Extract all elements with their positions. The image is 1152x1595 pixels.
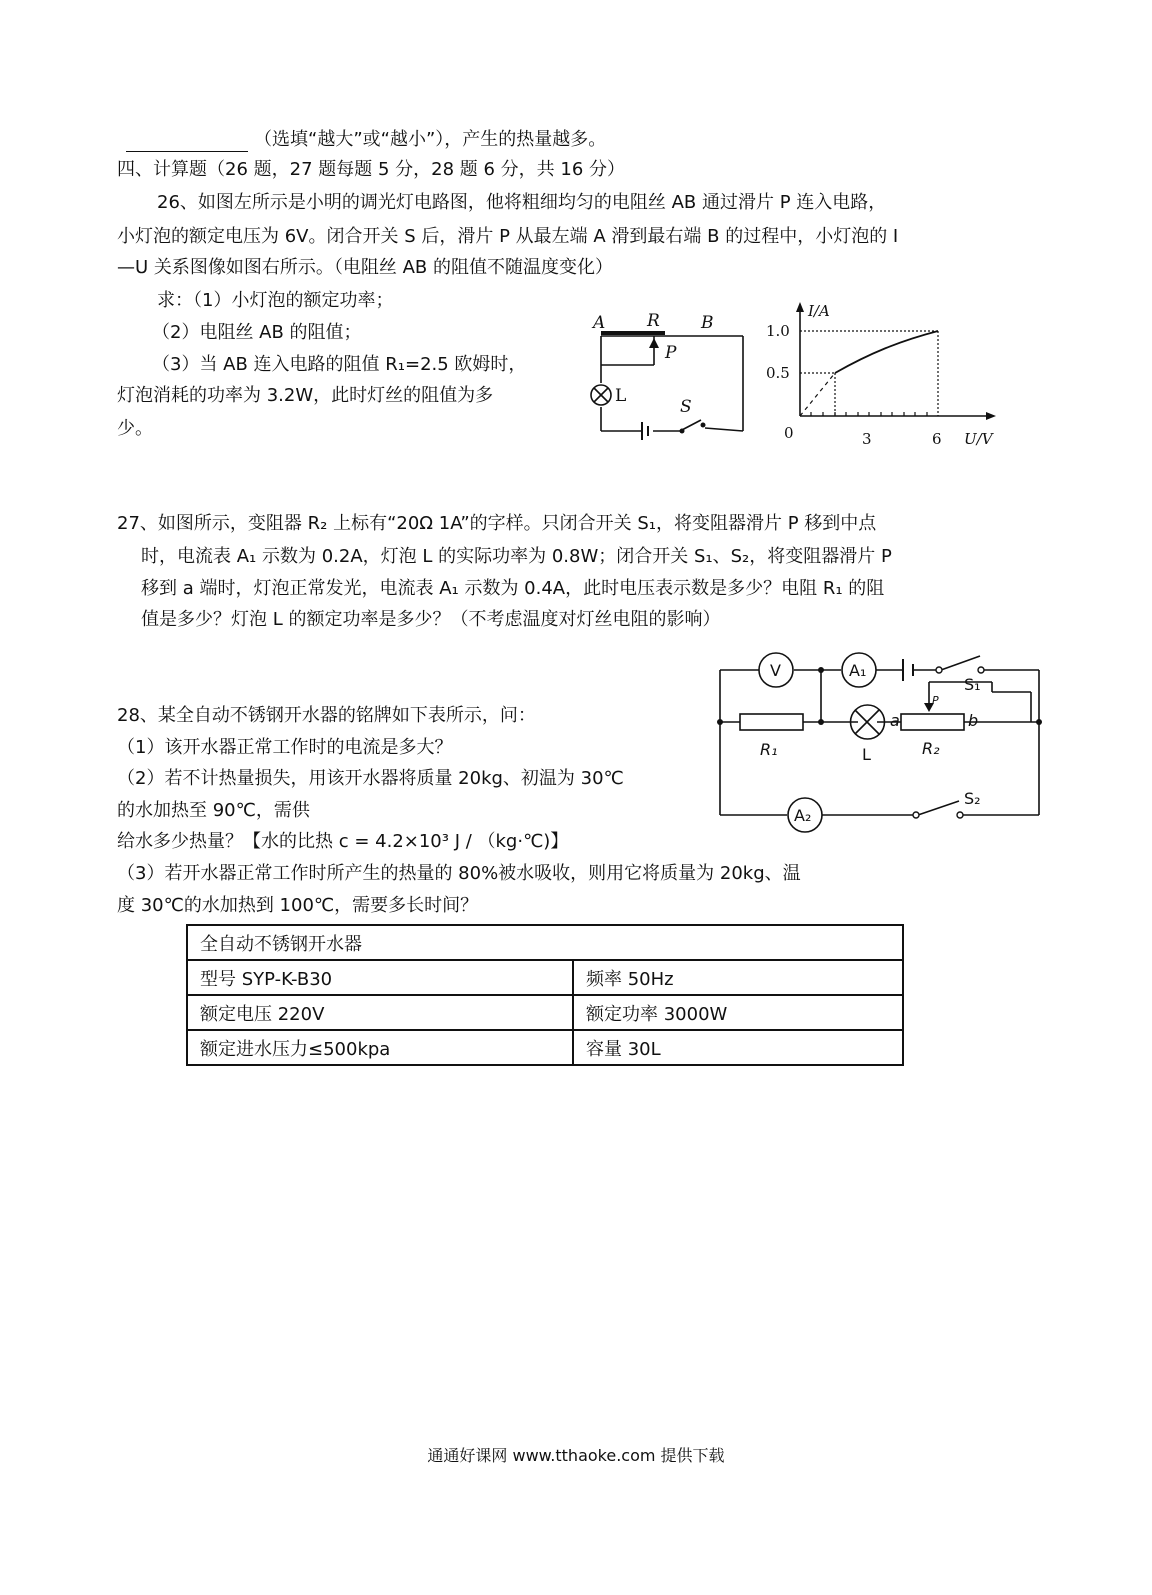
table-cell: 额定进水压力≤500kpa bbox=[187, 1030, 573, 1065]
graph-x-tick-6: 6 bbox=[932, 430, 942, 448]
slider-p-label: P bbox=[932, 694, 939, 707]
graph-y-tick-1: 1.0 bbox=[766, 322, 790, 340]
voltmeter-label: V bbox=[770, 661, 781, 680]
q28-line-2: （1）该开水器正常工作时的电流是多大？ bbox=[117, 737, 453, 758]
terminal-b-label: B bbox=[701, 313, 714, 333]
bulb-l-label: L bbox=[615, 386, 627, 406]
q26-part-2: （2）电阻丝 AB 的阻值； bbox=[152, 322, 362, 343]
fill-hint: （选填“越大”或“越小”），产生的热量越多。 bbox=[254, 129, 607, 150]
table-row bbox=[187, 925, 903, 960]
q27-circuit-diagram bbox=[712, 650, 1052, 835]
table-cell: 额定功率 3000W bbox=[573, 995, 903, 1030]
ammeter-a1-label: A₁ bbox=[849, 661, 867, 680]
q27-line-4: 值是多少？灯泡 L 的额定功率是多少？（不考虑温度对灯丝电阻的影响） bbox=[141, 609, 721, 630]
q28-line-5: 给水多少热量？【水的比热 c = 4.2×10³ J / （kg·℃)】 bbox=[117, 831, 569, 852]
page-footer: 通通好课网 www.tthaoke.com 提供下载 bbox=[427, 1446, 725, 1465]
graph-y-tick-05: 0.5 bbox=[766, 364, 790, 382]
ammeter-a2-label: A₂ bbox=[794, 806, 812, 825]
graph-x-tick-3: 3 bbox=[862, 430, 872, 448]
switch-s1-label: S₁ bbox=[964, 675, 981, 694]
resistor-r1-label: R₁ bbox=[760, 740, 778, 759]
q26-part-3-line-1: （3）当 AB 连入电路的阻值 R₁=2.5 欧姆时， bbox=[152, 354, 527, 375]
q26-part-3-line-2: 灯泡消耗的功率为 3.2W，此时灯丝的阻值为多 bbox=[117, 385, 494, 406]
table-row bbox=[187, 960, 903, 995]
slider-p-label: P bbox=[665, 343, 677, 363]
q26-line-2: 小灯泡的额定电压为 6V。闭合开关 S 后，滑片 P 从最左端 A 滑到最右端 B 的过程中，小灯泡的 I bbox=[117, 226, 899, 247]
q28-line-7: 度 30℃的水加热到 100℃，需要多长时间？ bbox=[117, 895, 479, 916]
resistor-r-label: R bbox=[647, 311, 660, 331]
terminal-b-label: b bbox=[968, 711, 979, 730]
q27-line-3: 移到 a 端时，灯泡正常发光，电流表 A₁ 示数为 0.4A，此时电压表示数是多少？电阻 R₁ 的阻 bbox=[141, 578, 885, 599]
q26-circuit-diagram bbox=[585, 300, 760, 450]
q27-line-2: 时，电流表 A₁ 示数为 0.2A，灯泡 L 的实际功率为 0.8W；闭合开关 S₁、S₂，将变阻器滑片 P bbox=[141, 546, 892, 567]
fill-blank-line bbox=[126, 128, 606, 152]
table-row bbox=[187, 1030, 903, 1065]
q27-line-1: 27、如图所示，变阻器 R₂ 上标有“20Ω 1A”的字样。只闭合开关 S₁，将变阻器滑片 P 移到中点 bbox=[117, 513, 877, 534]
bulb-l-label: L bbox=[862, 745, 871, 764]
terminal-a-label: A bbox=[593, 313, 606, 333]
q26-line-3: —U 关系图像如图右所示。（电阻丝 AB 的阻值不随温度变化） bbox=[117, 257, 613, 278]
table-cell: 额定电压 220V bbox=[187, 995, 573, 1030]
graph-x-axis-label: U/V bbox=[964, 430, 993, 448]
resistor-r2-label: R₂ bbox=[922, 739, 940, 758]
switch-s2-label: S₂ bbox=[964, 789, 981, 808]
section-heading: 四、计算题（26 题，27 题每题 5 分，28 题 6 分，共 16 分） bbox=[117, 159, 626, 180]
table-cell: 型号 SYP-K-B30 bbox=[187, 960, 573, 995]
q28-line-4: 的水加热至 90℃，需供 bbox=[117, 800, 310, 821]
q26-line-1: 26、如图左所示是小明的调光灯电路图，他将粗细均匀的电阻丝 AB 通过滑片 P 连入电路， bbox=[157, 192, 887, 213]
table-row bbox=[187, 995, 903, 1030]
graph-y-axis-label: I/A bbox=[808, 302, 830, 320]
table-title-cell: 全自动不锈钢开水器 bbox=[187, 925, 903, 960]
q26-ask: 求：（1）小灯泡的额定功率； bbox=[157, 290, 394, 311]
table-cell: 频率 50Hz bbox=[573, 960, 903, 995]
answer-blank bbox=[126, 133, 248, 152]
q26-part-3-line-3: 少。 bbox=[117, 418, 153, 439]
table-cell: 容量 30L bbox=[573, 1030, 903, 1065]
q28-line-6: （3）若开水器正常工作时所产生的热量的 80%被水吸收，则用它将质量为 20kg、温 bbox=[117, 863, 801, 884]
switch-s-label: S bbox=[680, 397, 692, 417]
q26-iu-graph bbox=[760, 298, 1022, 450]
graph-origin-label: 0 bbox=[784, 424, 794, 442]
nameplate-table bbox=[186, 924, 904, 1066]
terminal-a-label: a bbox=[890, 711, 900, 730]
q28-line-1: 28、某全自动不锈钢开水器的铭牌如下表所示，问： bbox=[117, 705, 536, 726]
q28-line-3: （2）若不计热量损失，用该开水器将质量 20kg、初温为 30℃ bbox=[117, 768, 624, 789]
